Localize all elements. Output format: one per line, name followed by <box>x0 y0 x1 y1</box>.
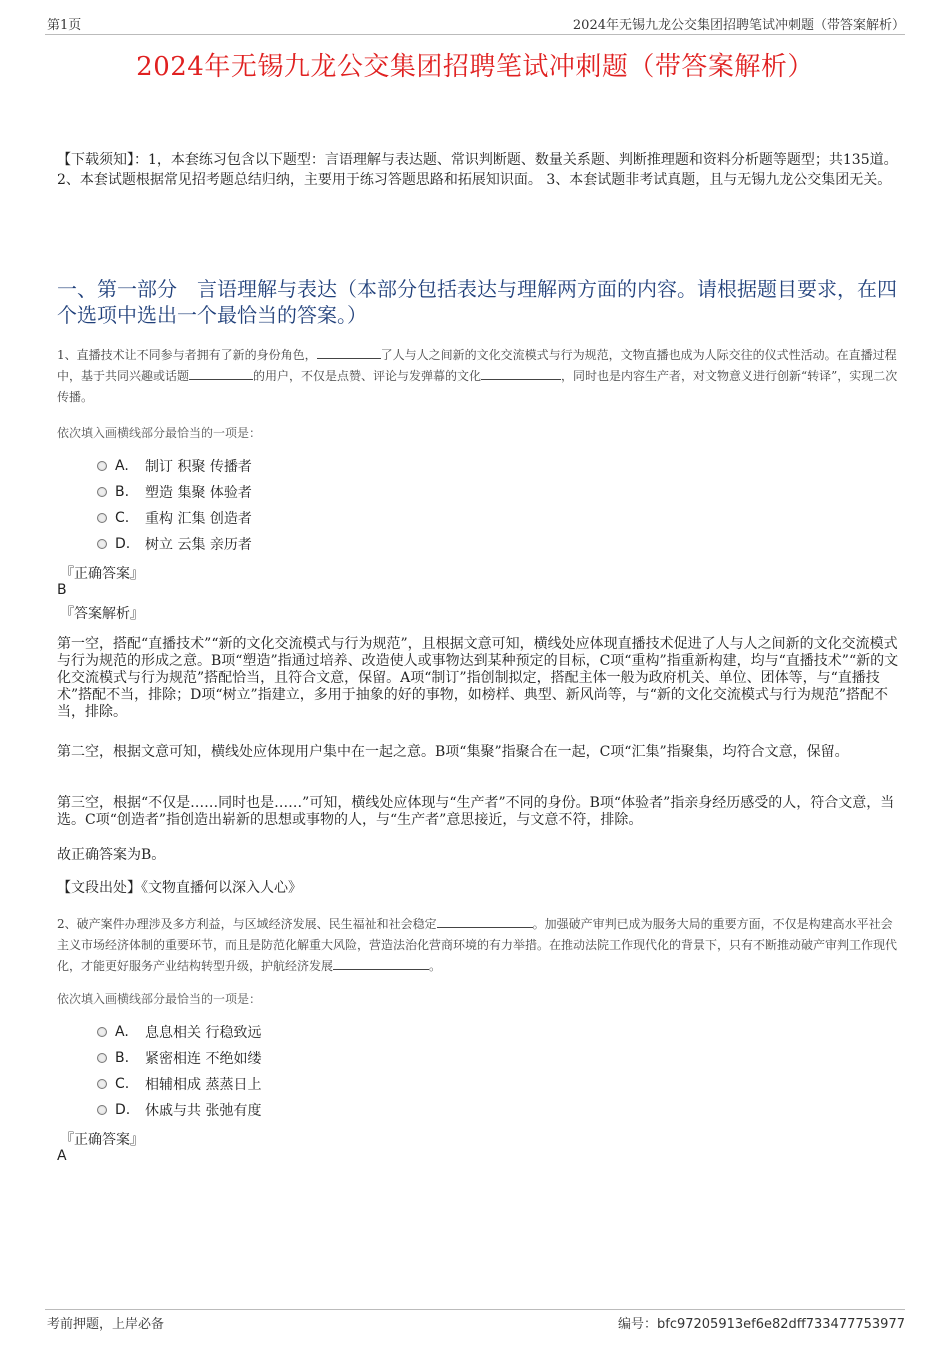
radio-icon[interactable] <box>97 1027 107 1037</box>
section-heading: 一、第一部分 言语理解与表达（本部分包括表达与理解两方面的内容。请根据题目要求，在四个选项中选出一个最恰当的答案。） <box>57 277 897 327</box>
q1-option-b[interactable]: B. 塑造 集聚 体验者 <box>97 482 252 502</box>
radio-icon[interactable] <box>97 513 107 523</box>
radio-icon[interactable] <box>97 539 107 549</box>
blank-2 <box>189 367 253 380</box>
radio-icon[interactable] <box>97 461 107 471</box>
blank-2 <box>333 957 429 970</box>
radio-icon[interactable] <box>97 1053 107 1063</box>
q2-option-c[interactable]: C. 相辅相成 蒸蒸日上 <box>97 1074 261 1094</box>
blank-1 <box>317 346 381 359</box>
radio-icon[interactable] <box>97 1105 107 1115</box>
q1-answer: B <box>57 582 67 598</box>
blank-3 <box>481 367 561 380</box>
question-1-stem: 1、直播技术让不同参与者拥有了新的身份角色， 了人与人之间新的文化交流模式与行为规范，文物直播也成为人际交往的仪式性活动。在直播过程中，基于共同兴趣或话题 的用户，不仅是点赞、评论与发弹幕的文化 ，同时也是内容生产者，对文物意义进行创新“转译”，实现二次传播。 <box>57 348 898 404</box>
q2-option-d[interactable]: D. 休戚与共 张弛有度 <box>97 1100 261 1120</box>
q1-analysis-para-1: 第一空，搭配“直播技术”“新的文化交流模式与行为规范”，且根据文意可知，横线处应体现直播技术促进了人与人之间新的文化交流模式与行为规范的形成之意。B项“塑造”指通过培养、改造使人或事物达到某种预定的目标，C项“重构”指重新构建，均与“直播技术”“新的文化交流模式与行为规范”搭配恰当，且符合文意，保留。A项“制订”指创制拟定，搭配主体一般为政府机关、单位、团体等，与“直播技术”搭配不当，排除；D项“树立”指建立，多用于抽象的好的事物，如榜样、典型、新风尚等，与“新的文化交流模式与行为规范”搭配不当，排除。 <box>57 636 899 720</box>
footer-divider <box>45 1309 905 1310</box>
download-notice: 【下载须知】：1，本套练习包含以下题型：言语理解与表达题、常识判断题、数量关系题、判断推理题和资料分析题等题型；共135道。 2、本套试题根据常见招考题总结归纳，主要用于练习答题思路和拓展知识面。 3、本套试题非考试真题，且与无锡九龙公交集团无关。 <box>57 152 898 188</box>
q1-option-a[interactable]: A. 制订 积聚 传播者 <box>97 456 252 476</box>
radio-icon[interactable] <box>97 1079 107 1089</box>
question-2-stem: 2、破产案件办理涉及多方利益，与区域经济发展、民生福祉和社会稳定 。加强破产审判已成为服务大局的重要方面，不仅是构建高水平社会主义市场经济体制的重要环节，而且是防范化解重大风险，营造法治化营商环境的有力举措。在推动法院工作现代化的背景下，只有不断推动破产审判工作现代化，才能更好服务产业结构转型升级，护航经济发展 。 <box>57 917 898 973</box>
q1-analysis-conclusion: 故正确答案为B。 <box>57 847 166 863</box>
q2-option-a[interactable]: A. 息息相关 行稳致远 <box>97 1022 261 1042</box>
footer-slogan: 考前押题，上岸必备 <box>47 1317 165 1332</box>
radio-icon[interactable] <box>97 487 107 497</box>
header-divider <box>45 34 905 35</box>
q1-option-d[interactable]: D. 树立 云集 亲历者 <box>97 534 252 554</box>
question-2-prompt: 依次填入画横线部分最恰当的一项是： <box>57 992 262 1006</box>
question-1-prompt: 依次填入画横线部分最恰当的一项是： <box>57 426 262 440</box>
q2-option-b[interactable]: B. 紧密相连 不绝如缕 <box>97 1048 261 1068</box>
q1-analysis-label: 『答案解析』 <box>60 606 144 622</box>
q1-option-c[interactable]: C. 重构 汇集 创造者 <box>97 508 252 528</box>
page-number: 第1页 <box>47 18 82 33</box>
blank-1 <box>437 915 533 928</box>
q1-analysis-para-3: 第三空，根据“不仅是……同时也是……”可知，横线处应体现与“生产者”不同的身份。B项“体验者”指亲身经历感受的人，符合文意，当选。C项“创造者”指创造出崭新的思想或事物的人，与“生产者”意思接近，与文意不符，排除。 <box>57 795 895 828</box>
q1-answer-label: 『正确答案』 <box>60 566 144 582</box>
page-title: 2024年无锡九龙公交集团招聘笔试冲刺题（带答案解析） <box>136 52 814 82</box>
q2-answer-label: 『正确答案』 <box>60 1132 144 1148</box>
q2-answer: A <box>57 1148 67 1164</box>
footer-code: 编号：bfc97205913ef6e82dff733477753977 <box>617 1317 905 1332</box>
header-doc-title: 2024年无锡九龙公交集团招聘笔试冲刺题（带答案解析） <box>572 18 905 33</box>
q1-source: 【文段出处】《文物直播何以深入人心》 <box>57 880 302 896</box>
q1-analysis-para-2: 第二空，根据文意可知，横线处应体现用户集中在一起之意。B项“集聚”指聚合在一起，C项“汇集”指聚集，均符合文意，保留。 <box>57 744 849 760</box>
